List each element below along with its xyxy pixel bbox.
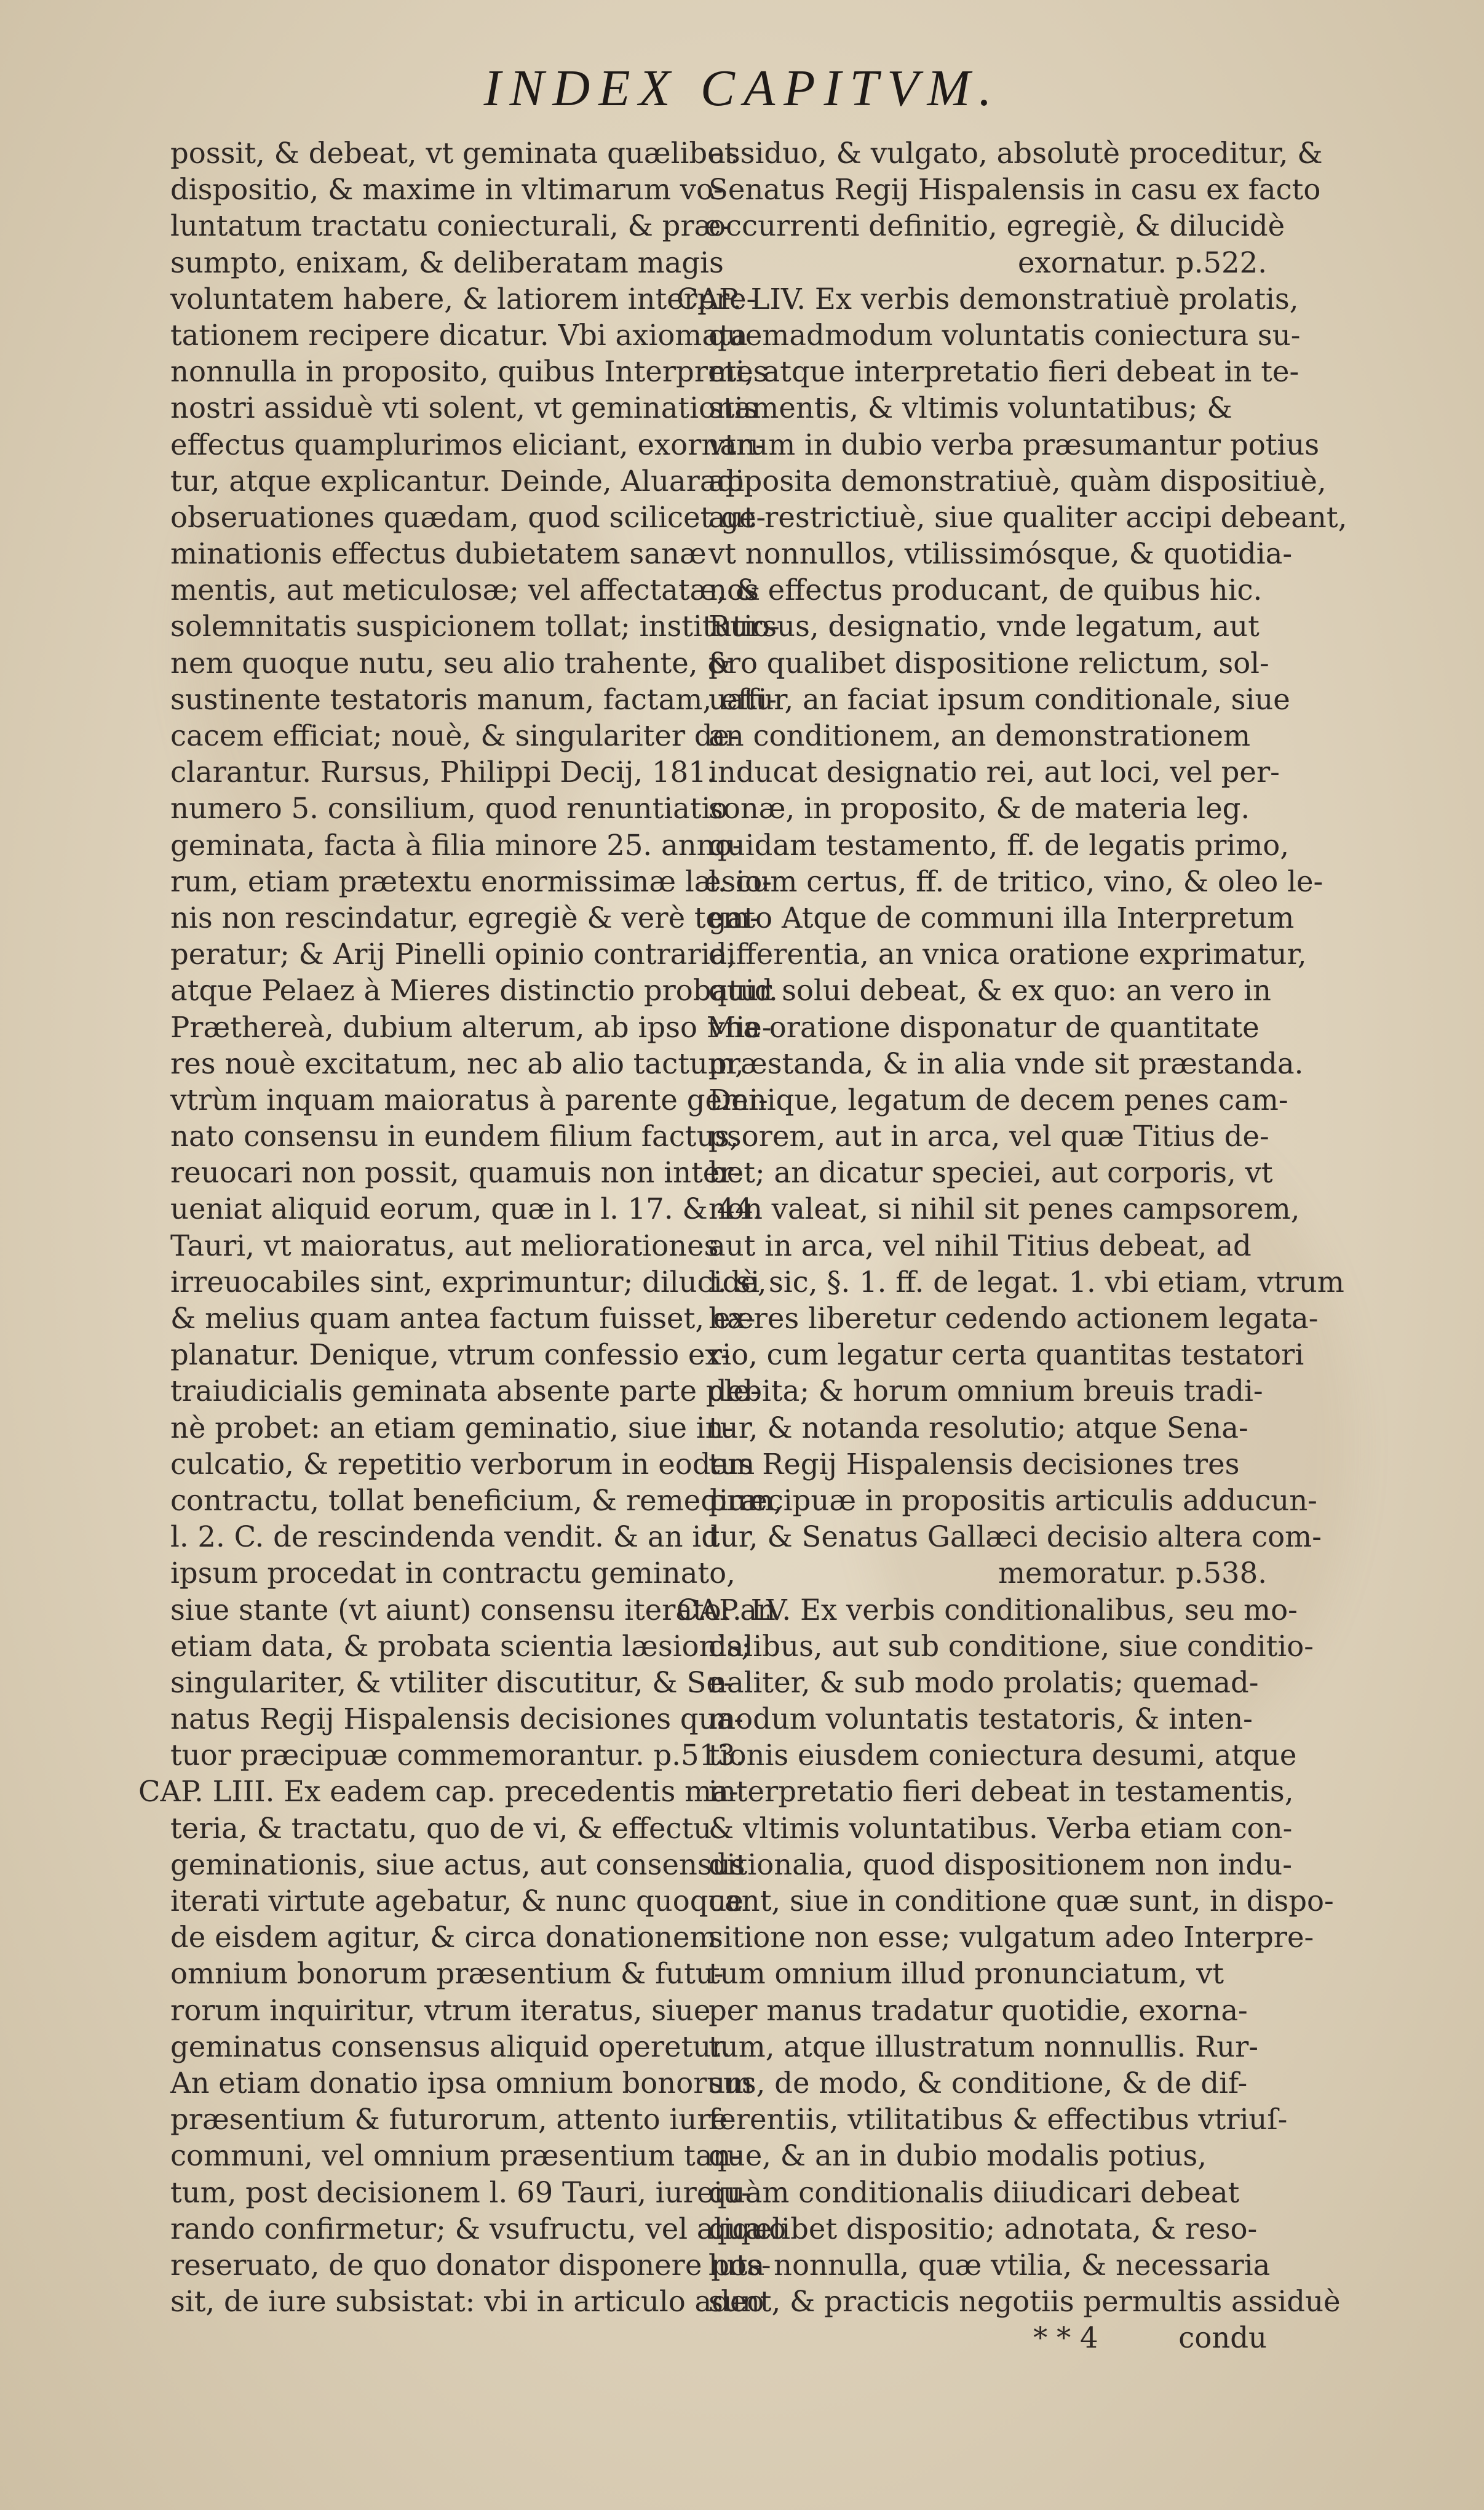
catchword: condu	[1178, 2321, 1267, 2355]
text-line: mi, atque interpretatio fieri debeat in te-	[708, 355, 1299, 389]
page-header: INDEX CAPITVM.	[483, 60, 1001, 117]
text-line: cacem efficiat; nouè, & singulariter de-	[170, 719, 739, 752]
text-line: traiudicialis geminata absente parte ple-	[170, 1374, 760, 1408]
text-line: minationis effectus dubietatem sanæ	[170, 537, 707, 571]
signature-mark: * * 4	[1033, 2321, 1098, 2355]
text-line: rio, cum legatur certa quantitas testatori	[708, 1338, 1304, 1372]
text-line: per manus tradatur quotidie, exorna-	[708, 1993, 1248, 2027]
text-line: An etiam donatio ipsa omnium bonorum	[170, 2066, 753, 2100]
text-line: interpretatio fieri debeat in testamentis,	[708, 1775, 1294, 1809]
text-line: atque Pelaez à Mieres distinctio probatur.	[170, 974, 778, 1008]
text-line: obseruationes quædam, quod scilicet ge-	[170, 500, 766, 534]
text-line: singulariter, & vtiliter discutitur, & Se-	[170, 1665, 733, 1699]
text-line: solemnitatis suspicionem tollat; institutio-	[170, 610, 780, 643]
text-line: tionis eiusdem coniectura desumi, atque	[708, 1739, 1297, 1772]
text-line: tum omnium illud pronunciatum, vt	[708, 1957, 1224, 1991]
text-line: de eisdem agitur, & circa donationem	[170, 1921, 717, 1954]
text-line: l. si sic, §. 1. ff. de legat. 1. vbi etiam, vtrum	[708, 1265, 1344, 1299]
text-line: aut in arca, vel nihil Titius debeat, ad	[708, 1229, 1252, 1262]
text-line: nis non rescindatur, egregiè & verè tem-	[170, 901, 760, 934]
text-line: aut restrictiuè, siue qualiter accipi debeant,	[708, 500, 1347, 534]
text-line: ferentiis, vtilitatibus & effectibus vtriuſ-	[708, 2103, 1288, 2137]
text-line: iterati virtute agebatur, & nunc quoque	[170, 1884, 744, 1918]
text-line: vt nonnullos, vtilissimósque, & quotidia-	[708, 537, 1293, 571]
text-line: siue stante (vt aiunt) consensu iterato: an	[170, 1593, 776, 1627]
text-line: assiduo, & vulgato, absolutè proceditur, &	[708, 137, 1323, 170]
text-line: nè probet: an etiam geminatio, siue in-	[170, 1411, 734, 1444]
text-line: effectus quamplurimos eliciant, exornan-	[170, 428, 765, 461]
text-line: inducat designatio rei, aut loci, vel per-	[708, 755, 1280, 789]
text-line: sustinente testatoris manum, factam, effi-	[170, 682, 777, 716]
text-line: omnium bonorum præsentium & futu-	[170, 1957, 724, 1991]
text-line: hæres liberetur cedendo actionem legata-	[708, 1302, 1319, 1335]
text-line: differentia, an vnica oratione exprimatur,	[708, 938, 1307, 971]
text-line: planatur. Denique, vtrum confessio ex-	[170, 1338, 731, 1372]
footer-line	[677, 2320, 1267, 2356]
text-line: quemadmodum voluntatis coniectura su-	[708, 318, 1301, 352]
text-line: non valeat, si nihil sit penes campsorem,	[708, 1192, 1300, 1226]
text-line: geminatus consensus aliquid operetur.	[170, 2030, 731, 2063]
text-line: vtrum in dubio verba præsumantur potius	[708, 428, 1320, 461]
text-line: CAP. LIV. Ex verbis demonstratiuè prolatis,	[677, 282, 1299, 316]
text-line: ditionalia, quod dispositionem non indu-	[708, 1847, 1292, 1881]
text-line: possit, & debeat, vt geminata quælibet	[170, 137, 736, 170]
text-line: præstanda, & in alia vnde sit præstanda.	[708, 1046, 1304, 1080]
text-line: & melius quam antea factum fuisset, ex-	[170, 1302, 756, 1335]
text-line: numero 5. consilium, quod renuntiatio	[170, 792, 728, 826]
text-line: Denique, legatum de decem penes cam-	[708, 1083, 1288, 1117]
text-line: apposita demonstratiuè, quàm dispositiuè,	[708, 464, 1327, 498]
text-line: uatur, an faciat ipsum conditionale, siue	[708, 682, 1290, 716]
text-line: sitione non esse; vulgatum adeo Interpre-	[708, 1921, 1314, 1954]
text-line: nos effectus producant, de quibus hic.	[708, 573, 1263, 607]
text-line: geminationis, siue actus, aut consensus	[170, 1847, 745, 1881]
text-line: quidam testamento, ff. de legatis primo,	[708, 828, 1290, 862]
text-line: & vltimis voluntatibus. Verba etiam con-	[708, 1811, 1293, 1845]
text-line: dispositio, & maxime in vltimarum vo-	[170, 173, 723, 207]
text-line: præsentium & futurorum, attento iure	[170, 2103, 728, 2137]
text-line: naliter, & sub modo prolatis; quemad-	[708, 1665, 1259, 1699]
text-line: exornatur. p.522.	[1017, 245, 1267, 279]
text-line: l. cum certus, ff. de tritico, vino, & oleo le-	[708, 864, 1323, 898]
text-line: res nouè excitatum, nec ab alio tactum,	[170, 1046, 744, 1080]
text-line: Præthereà, dubium alterum, ab ipso Mie-	[170, 1010, 772, 1044]
text-line: tur, atque explicantur. Deinde, Aluaradi	[170, 464, 745, 498]
text-line: tum, post decisionem l. 69 Tauri, iureiu-	[170, 2175, 751, 2209]
text-line: sunt, & practicis negotiis permultis assiduè	[708, 2285, 1341, 2319]
text-line: ueniat aliquid eorum, quæ in l. 17. & 44.	[170, 1192, 763, 1226]
text-line: nostri assiduè vti solent, vt geminationis	[170, 391, 758, 425]
text-line: peratur; & Arij Pinelli opinio contraria,	[170, 938, 737, 971]
text-line: culcatio, & repetitio verborum in eodem	[170, 1447, 755, 1481]
text-line: geminata, facta à filia minore 25. anno-	[170, 828, 742, 862]
text-line: communi, vel omnium præsentium tan-	[170, 2139, 741, 2173]
text-line: occurrenti definitio, egregiè, & dilucidè	[708, 209, 1285, 243]
text-line: clarantur. Rursus, Philippi Decij, 181.	[170, 755, 716, 789]
text-line: rando confirmetur; & vsufructu, vel aliquo	[170, 2212, 787, 2245]
text-line: tum, atque illustratum nonnullis. Rur-	[708, 2030, 1259, 2063]
text-line: quàm conditionalis diiudicari debeat	[708, 2175, 1240, 2209]
text-line: pro qualibet dispositione relictum, sol-	[708, 646, 1269, 680]
text-line: CAP. LIII. Ex eadem cap. precedentis ma-	[138, 1775, 739, 1809]
text-line: vna oratione disponatur de quantitate	[708, 1010, 1260, 1044]
text-line: memoratur. p.538.	[998, 1556, 1267, 1590]
text-line: quid solui debeat, & ex quo: an vero in	[708, 974, 1271, 1008]
text-line: sus, de modo, & conditione, & de dif-	[708, 2066, 1248, 2100]
text-line: irreuocabiles sint, exprimuntur; dilucidè,	[170, 1265, 767, 1299]
right-column	[677, 135, 1347, 2356]
text-line: modum voluntatis testatoris, & inten-	[708, 1702, 1253, 1736]
text-line: Rursus, designatio, vnde legatum, aut	[708, 610, 1260, 643]
text-line: ipsum procedat in contractu geminato,	[170, 1556, 736, 1590]
text-line: que, & an in dubio modalis potius,	[708, 2139, 1207, 2173]
text-line: etiam data, & probata scientia læsionis;	[170, 1629, 751, 1663]
text-line: cant, siue in conditione quæ sunt, in dispo-	[708, 1884, 1334, 1918]
text-line: reuocari non possit, quamuis non inter-	[170, 1156, 744, 1190]
text-line: nonnulla in proposito, quibus Interpretes	[170, 355, 768, 389]
text-line: voluntatem habere, & latiorem interpre-	[170, 282, 756, 316]
text-line: nato consensu in eundem filium factus,	[170, 1120, 739, 1153]
text-line: quælibet dispositio; adnotata, & reso-	[708, 2212, 1258, 2245]
text-line: vtrùm inquam maioratus à parente gemi-	[170, 1083, 768, 1117]
text-line: gato Atque de communi illa Interpretum	[708, 901, 1295, 934]
text-line: stamentis, & vltimis voluntatibus; &	[708, 391, 1232, 425]
text-line: tuor præcipuæ commemorantur. p.513.	[170, 1739, 745, 1772]
text-line: luta nonnulla, quæ vtilia, & necessaria	[708, 2248, 1271, 2282]
text-line: natus Regij Hispalensis decisiones qua-	[170, 1702, 744, 1736]
text-line: rum, etiam prætextu enormissimæ læsio-	[170, 864, 772, 898]
text-line: l. 2. C. de rescindenda vendit. & an id	[170, 1520, 720, 1554]
text-line: mentis, aut meticulosæ; vel affectatæ, &	[170, 573, 761, 607]
text-line: dalibus, aut sub conditione, siue conditio-	[708, 1629, 1314, 1663]
text-line: tus Regij Hispalensis decisiones tres	[708, 1447, 1240, 1481]
text-line: contractu, tollat beneficium, & remedium,	[170, 1483, 783, 1517]
text-line: an conditionem, an demonstrationem	[708, 719, 1251, 752]
text-line: nem quoque nutu, seu alio trahente, &	[170, 646, 732, 680]
text-line: sumpto, enixam, & deliberatam magis	[170, 245, 724, 279]
text-line: tur, & notanda resolutio; atque Sena-	[708, 1411, 1248, 1444]
text-line: luntatum tractatu coniecturali, & præ-	[170, 209, 731, 243]
text-line: præcipuæ in propositis articulis adducun-	[708, 1483, 1317, 1517]
text-line: teria, & tractatu, quo de vi, & effectu	[170, 1811, 712, 1845]
text-line: debita; & horum omnium breuis tradi-	[708, 1374, 1263, 1408]
text-line: reseruato, de quo donator disponere pos-	[170, 2248, 771, 2282]
text-line: rorum inquiritur, vtrum iteratus, siue	[170, 1993, 711, 2027]
text-line: Tauri, vt maioratus, aut meliorationes	[170, 1229, 719, 1262]
text-line: sonæ, in proposito, & de materia leg.	[708, 792, 1250, 826]
text-line: tationem recipere dicatur. Vbi axiomata	[170, 318, 748, 352]
text-line: sit, de iure subsistat: vbi in articulo adeo	[170, 2285, 764, 2319]
text-line: CAP. LV. Ex verbis conditionalibus, seu mo-	[677, 1593, 1298, 1627]
text-line: Senatus Regij Hispalensis in casu ex facto	[708, 173, 1321, 207]
text-line: bet; an dicatur speciei, aut corporis, vt	[708, 1156, 1273, 1190]
left-column	[138, 135, 787, 2320]
text-line: psorem, aut in arca, vel quæ Titius de-	[708, 1120, 1269, 1153]
text-line: tur, & Senatus Gallæci decisio altera com-	[708, 1520, 1322, 1554]
